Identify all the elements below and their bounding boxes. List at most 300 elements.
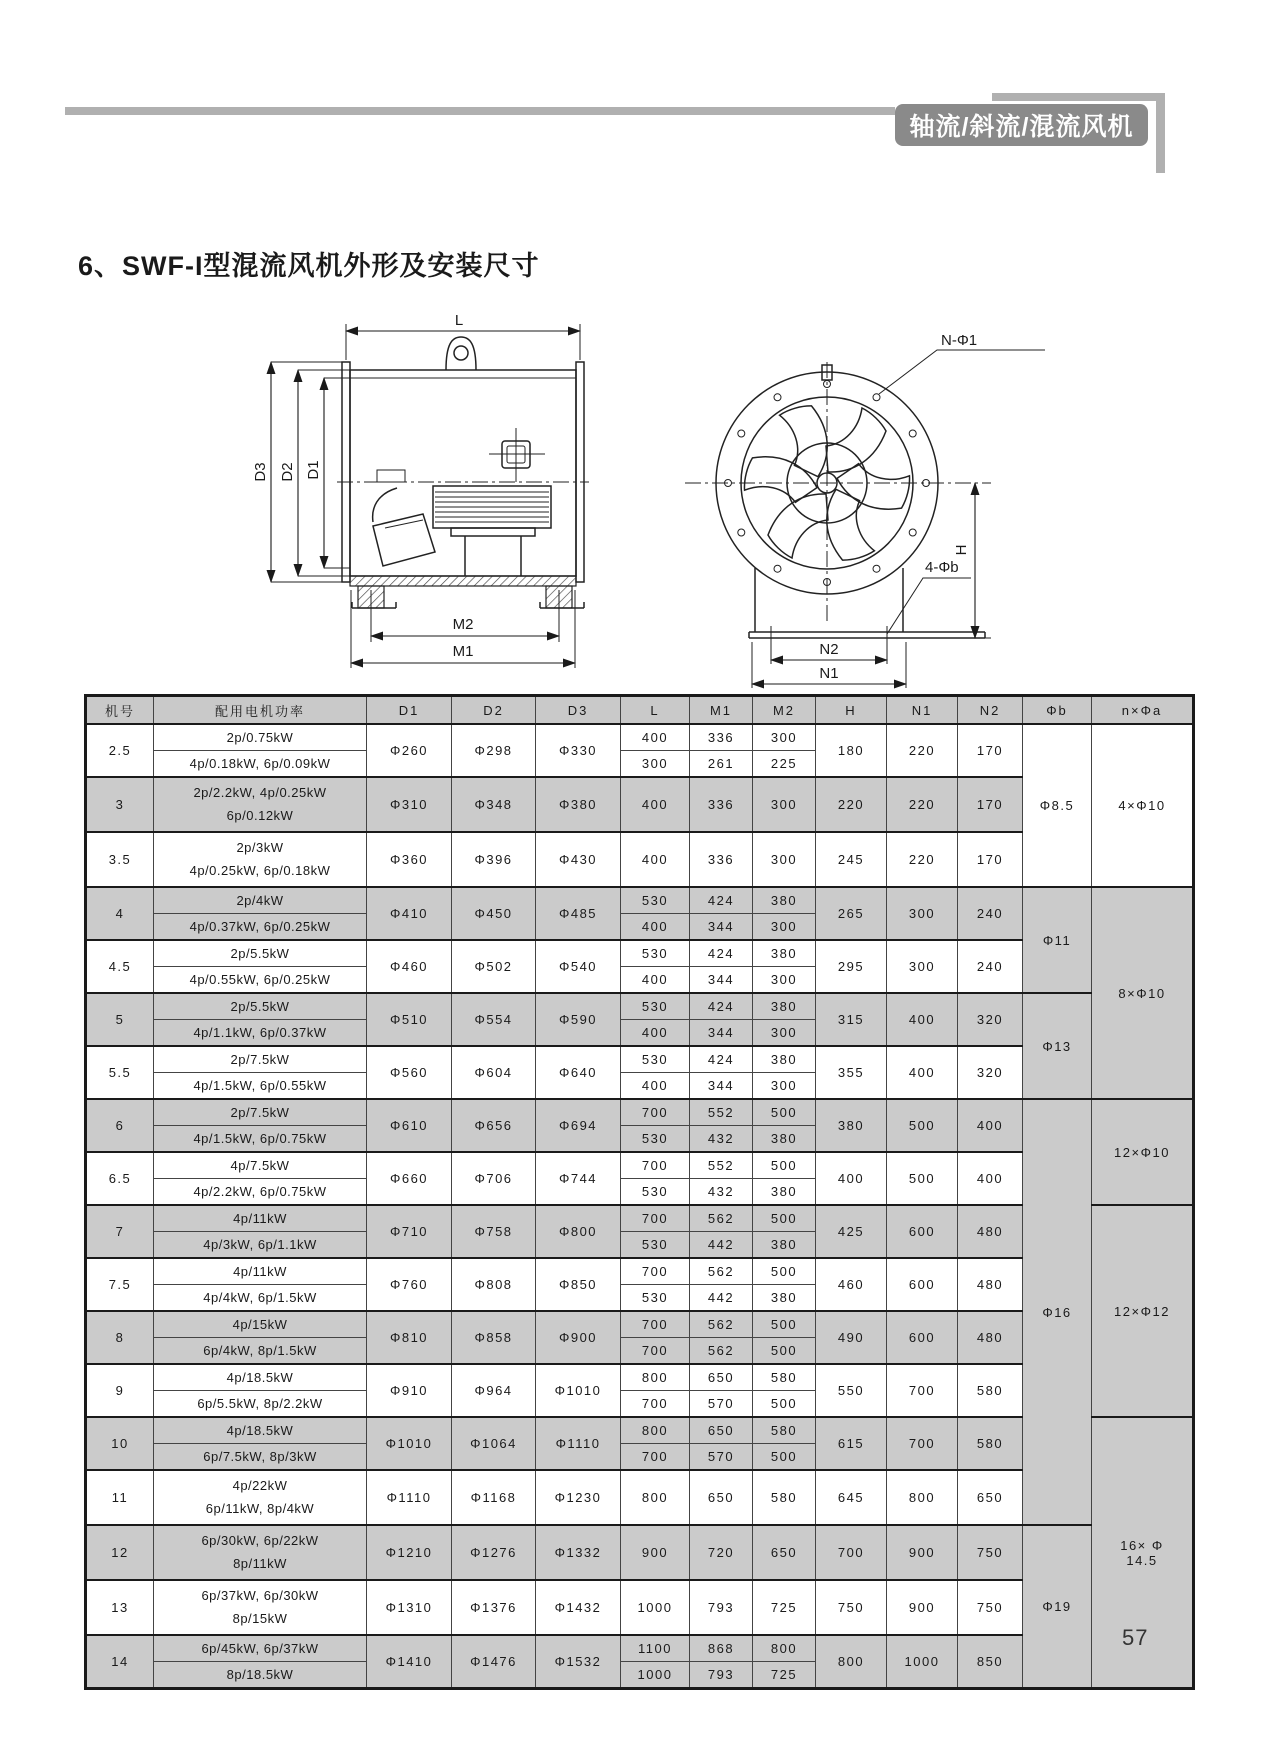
table-cell: 580 — [753, 1364, 816, 1391]
table-cell: 300 — [887, 940, 958, 993]
table-cell: 500 — [753, 1099, 816, 1126]
table-cell: Φ800 — [536, 1205, 621, 1258]
table-cell: 725 — [753, 1580, 816, 1635]
table-cell: 4p/2.2kW, 6p/0.75kW — [154, 1179, 367, 1206]
table-cell: 380 — [753, 1126, 816, 1153]
table-cell: 432 — [690, 1179, 753, 1206]
table-cell: 900 — [887, 1580, 958, 1635]
table-cell: 4p/0.18kW, 6p/0.09kW — [154, 751, 367, 778]
table-cell: 2p/4kW — [154, 887, 367, 914]
table-cell: Φ850 — [536, 1258, 621, 1311]
table-cell: 500 — [887, 1152, 958, 1205]
table-cell: 6 — [86, 1099, 154, 1152]
table-cell: 700 — [621, 1099, 690, 1126]
table-cell: 900 — [887, 1525, 958, 1580]
table-cell: 725 — [753, 1662, 816, 1689]
table-cell: 4p/1.5kW, 6p/0.55kW — [154, 1073, 367, 1100]
table-cell: Φ590 — [536, 993, 621, 1046]
spec-table — [84, 694, 1195, 1690]
table-cell: 500 — [753, 1391, 816, 1418]
table-cell: 16× Φ 14.5 — [1092, 1417, 1194, 1689]
column-header: L — [621, 696, 690, 725]
table-cell: 793 — [690, 1662, 753, 1689]
table-cell: Φ808 — [452, 1258, 536, 1311]
table-cell: 530 — [621, 993, 690, 1020]
table-cell: Φ1310 — [367, 1580, 452, 1635]
table-cell: Φ360 — [367, 832, 452, 887]
section-title: 6、SWF-I型混流风机外形及安装尺寸 — [78, 251, 540, 281]
table-cell: 12×Φ12 — [1092, 1205, 1194, 1417]
table-cell: 400 — [621, 1073, 690, 1100]
table-cell: 170 — [958, 832, 1023, 887]
table-cell: Φ450 — [452, 887, 536, 940]
table-cell: 2p/5.5kW — [154, 993, 367, 1020]
table-cell: Φ604 — [452, 1046, 536, 1099]
table-cell: 300 — [753, 1020, 816, 1047]
table-row — [86, 724, 1194, 751]
table-cell: Φ1476 — [452, 1635, 536, 1689]
table-cell: 562 — [690, 1311, 753, 1338]
table-cell: 7 — [86, 1205, 154, 1258]
table-cell: 6p/45kW, 6p/37kW — [154, 1635, 367, 1662]
table-cell: 700 — [887, 1417, 958, 1470]
table-cell: 570 — [690, 1391, 753, 1418]
table-cell: 4p/22kW 6p/11kW, 8p/4kW — [154, 1470, 367, 1525]
table-cell: 380 — [753, 1285, 816, 1312]
table-cell: 600 — [887, 1258, 958, 1311]
table-cell: 700 — [621, 1391, 690, 1418]
table-cell: 315 — [816, 993, 887, 1046]
table-cell: Φ640 — [536, 1046, 621, 1099]
front-view-drawing — [675, 320, 1065, 690]
table-cell: 562 — [690, 1258, 753, 1285]
table-cell: 344 — [690, 967, 753, 994]
table-cell: 600 — [887, 1311, 958, 1364]
table-cell: 424 — [690, 993, 753, 1020]
table-cell: 240 — [958, 940, 1023, 993]
table-cell: 720 — [690, 1525, 753, 1580]
table-cell: 14 — [86, 1635, 154, 1689]
table-cell: 2p/0.75kW — [154, 724, 367, 751]
table-cell: 650 — [958, 1470, 1023, 1525]
table-cell: 300 — [753, 724, 816, 751]
table-cell: 700 — [621, 1444, 690, 1471]
table-cell: Φ330 — [536, 724, 621, 777]
table-row — [86, 887, 1194, 914]
table-cell: 530 — [621, 1285, 690, 1312]
table-cell: Φ430 — [536, 832, 621, 887]
table-cell: 8 — [86, 1311, 154, 1364]
table-cell: 424 — [690, 940, 753, 967]
table-cell: 425 — [816, 1205, 887, 1258]
table-cell: 245 — [816, 832, 887, 887]
table-cell: 180 — [816, 724, 887, 777]
table-cell: 650 — [690, 1364, 753, 1391]
column-header: 配用电机功率 — [154, 696, 367, 725]
table-row — [86, 1099, 1194, 1126]
table-cell: 800 — [887, 1470, 958, 1525]
table-cell: Φ900 — [536, 1311, 621, 1364]
table-cell: 400 — [887, 993, 958, 1046]
column-header: n×Φa — [1092, 696, 1194, 725]
table-cell: 6p/5.5kW, 8p/2.2kW — [154, 1391, 367, 1418]
table-cell: Φ16 — [1023, 1099, 1092, 1525]
table-cell: 552 — [690, 1099, 753, 1126]
table-cell: 1000 — [621, 1662, 690, 1689]
table-cell: 530 — [621, 887, 690, 914]
table-cell: 6.5 — [86, 1152, 154, 1205]
table-cell: 650 — [690, 1417, 753, 1444]
table-cell: 530 — [621, 1046, 690, 1073]
table-cell: 4p/11kW — [154, 1258, 367, 1285]
table-cell: 13 — [86, 1580, 154, 1635]
table-cell: 4p/4kW, 6p/1.5kW — [154, 1285, 367, 1312]
dim-label-4-phib: 4-Φb — [925, 559, 959, 576]
spec-table-body — [86, 724, 1194, 1689]
table-cell: 650 — [753, 1525, 816, 1580]
table-cell: 336 — [690, 777, 753, 832]
table-cell: 500 — [753, 1311, 816, 1338]
table-cell: 793 — [690, 1580, 753, 1635]
table-cell: Φ1376 — [452, 1580, 536, 1635]
table-cell: 6p/4kW, 8p/1.5kW — [154, 1338, 367, 1365]
table-cell: 645 — [816, 1470, 887, 1525]
table-cell: 900 — [621, 1525, 690, 1580]
table-cell: Φ710 — [367, 1205, 452, 1258]
table-cell: 700 — [621, 1152, 690, 1179]
table-cell: 424 — [690, 1046, 753, 1073]
table-cell: 336 — [690, 832, 753, 887]
table-cell: 6p/37kW, 6p/30kW 8p/15kW — [154, 1580, 367, 1635]
table-cell: 800 — [621, 1364, 690, 1391]
table-cell: Φ1276 — [452, 1525, 536, 1580]
table-cell: Φ610 — [367, 1099, 452, 1152]
table-cell: 480 — [958, 1258, 1023, 1311]
table-cell: Φ502 — [452, 940, 536, 993]
table-cell: 480 — [958, 1205, 1023, 1258]
table-cell: Φ310 — [367, 777, 452, 832]
table-cell: Φ758 — [452, 1205, 536, 1258]
table-cell: 500 — [887, 1099, 958, 1152]
table-cell: 12×Φ10 — [1092, 1099, 1194, 1205]
column-header: D1 — [367, 696, 452, 725]
table-cell: Φ858 — [452, 1311, 536, 1364]
table-cell: 3.5 — [86, 832, 154, 887]
table-cell: Φ510 — [367, 993, 452, 1046]
table-cell: 4p/18.5kW — [154, 1364, 367, 1391]
table-cell: Φ260 — [367, 724, 452, 777]
table-cell: 1000 — [621, 1580, 690, 1635]
table-cell: 550 — [816, 1364, 887, 1417]
table-cell: 380 — [753, 1046, 816, 1073]
table-cell: Φ8.5 — [1023, 724, 1092, 887]
table-cell: 460 — [816, 1258, 887, 1311]
table-cell: 800 — [753, 1635, 816, 1662]
table-cell: 2p/5.5kW — [154, 940, 367, 967]
table-cell: 400 — [816, 1152, 887, 1205]
table-cell: 5 — [86, 993, 154, 1046]
table-cell: Φ910 — [367, 1364, 452, 1417]
page-number: 57 — [1122, 1625, 1149, 1650]
table-cell: 400 — [621, 1020, 690, 1047]
table-cell: 4p/0.55kW, 6p/0.25kW — [154, 967, 367, 994]
table-cell: 300 — [753, 914, 816, 941]
table-cell: 1100 — [621, 1635, 690, 1662]
table-cell: Φ760 — [367, 1258, 452, 1311]
table-cell: 530 — [621, 1232, 690, 1259]
column-header: M2 — [753, 696, 816, 725]
table-cell: 261 — [690, 751, 753, 778]
table-cell: 220 — [887, 832, 958, 887]
dim-label-l: L — [454, 312, 464, 329]
table-cell: 4p/18.5kW — [154, 1417, 367, 1444]
table-cell: 12 — [86, 1525, 154, 1580]
table-cell: Φ13 — [1023, 993, 1092, 1099]
table-cell: 265 — [816, 887, 887, 940]
table-cell: 700 — [887, 1364, 958, 1417]
table-cell: 10 — [86, 1417, 154, 1470]
table-cell: 530 — [621, 1126, 690, 1153]
table-cell: 500 — [753, 1444, 816, 1471]
table-cell: Φ744 — [536, 1152, 621, 1205]
table-cell: 300 — [753, 777, 816, 832]
table-cell: 4p/3kW, 6p/1.1kW — [154, 1232, 367, 1259]
table-cell: Φ396 — [452, 832, 536, 887]
table-cell: 750 — [958, 1580, 1023, 1635]
table-cell: 336 — [690, 724, 753, 751]
column-header: H — [816, 696, 887, 725]
table-cell: Φ1532 — [536, 1635, 621, 1689]
table-cell: 2p/7.5kW — [154, 1046, 367, 1073]
table-cell: Φ1432 — [536, 1580, 621, 1635]
table-cell: Φ1230 — [536, 1470, 621, 1525]
header-corner-bar — [992, 93, 1164, 101]
table-cell: 580 — [753, 1470, 816, 1525]
table-cell: 700 — [816, 1525, 887, 1580]
table-cell: 170 — [958, 777, 1023, 832]
table-cell: Φ460 — [367, 940, 452, 993]
table-cell: 3 — [86, 777, 154, 832]
table-cell: 2.5 — [86, 724, 154, 777]
column-header: D2 — [452, 696, 536, 725]
table-cell: 355 — [816, 1046, 887, 1099]
table-cell: 700 — [621, 1258, 690, 1285]
column-header: M1 — [690, 696, 753, 725]
table-cell: Φ540 — [536, 940, 621, 993]
table-cell: Φ11 — [1023, 887, 1092, 993]
table-cell: Φ660 — [367, 1152, 452, 1205]
table-cell: 650 — [690, 1470, 753, 1525]
table-cell: 300 — [887, 887, 958, 940]
table-cell: 4p/15kW — [154, 1311, 367, 1338]
table-row — [86, 1525, 1194, 1580]
table-cell: 300 — [753, 967, 816, 994]
table-cell: 400 — [621, 832, 690, 887]
table-cell: 400 — [621, 914, 690, 941]
table-cell: 530 — [621, 940, 690, 967]
column-header: 机号 — [86, 696, 154, 725]
side-view-drawing — [225, 300, 605, 672]
table-cell: 4×Φ10 — [1092, 724, 1194, 887]
spec-table-head-row — [86, 696, 1194, 725]
table-cell: 750 — [958, 1525, 1023, 1580]
table-cell: 4.5 — [86, 940, 154, 993]
table-cell: 295 — [816, 940, 887, 993]
column-header: N2 — [958, 696, 1023, 725]
table-cell: Φ380 — [536, 777, 621, 832]
table-cell: 552 — [690, 1152, 753, 1179]
table-cell: 4p/1.5kW, 6p/0.75kW — [154, 1126, 367, 1153]
table-cell: 380 — [753, 1232, 816, 1259]
table-cell: Φ1332 — [536, 1525, 621, 1580]
table-cell: 220 — [816, 777, 887, 832]
category-badge: 轴流/斜流/混流风机 — [895, 104, 1148, 146]
table-cell: 220 — [887, 724, 958, 777]
table-cell: 580 — [753, 1417, 816, 1444]
table-cell: 570 — [690, 1444, 753, 1471]
table-cell: 9 — [86, 1364, 154, 1417]
table-cell: Φ694 — [536, 1099, 621, 1152]
table-cell: Φ1010 — [367, 1417, 452, 1470]
table-cell: 2p/7.5kW — [154, 1099, 367, 1126]
table-cell: 240 — [958, 887, 1023, 940]
table-cell: 500 — [753, 1205, 816, 1232]
dim-label-d1: D1 — [305, 460, 322, 480]
table-cell: 220 — [887, 777, 958, 832]
table-cell: Φ560 — [367, 1046, 452, 1099]
dim-label-h: H — [953, 544, 970, 556]
table-cell: 868 — [690, 1635, 753, 1662]
dim-label-m1: M1 — [452, 643, 474, 660]
table-cell: Φ1110 — [367, 1470, 452, 1525]
table-cell: Φ298 — [452, 724, 536, 777]
table-cell: 400 — [621, 777, 690, 832]
table-cell: 580 — [958, 1364, 1023, 1417]
table-cell: 380 — [753, 940, 816, 967]
table-cell: 320 — [958, 1046, 1023, 1099]
table-cell: 4p/1.1kW, 6p/0.37kW — [154, 1020, 367, 1047]
table-cell: 700 — [621, 1311, 690, 1338]
table-cell: 5.5 — [86, 1046, 154, 1099]
dim-label-d2: D2 — [279, 462, 296, 482]
table-cell: 4p/7.5kW — [154, 1152, 367, 1179]
table-cell: 700 — [621, 1338, 690, 1365]
table-cell: 4p/0.37kW, 6p/0.25kW — [154, 914, 367, 941]
table-cell: Φ1168 — [452, 1470, 536, 1525]
table-cell: 225 — [753, 751, 816, 778]
table-cell: Φ410 — [367, 887, 452, 940]
table-cell: 2p/3kW 4p/0.25kW, 6p/0.18kW — [154, 832, 367, 887]
table-cell: 1000 — [887, 1635, 958, 1689]
table-cell: 800 — [621, 1417, 690, 1444]
table-cell: 380 — [753, 887, 816, 914]
table-cell: Φ19 — [1023, 1525, 1092, 1689]
table-row — [86, 993, 1194, 1020]
dim-label-m2: M2 — [452, 616, 474, 633]
table-cell: 300 — [621, 751, 690, 778]
table-cell: Φ810 — [367, 1311, 452, 1364]
table-cell: 750 — [816, 1580, 887, 1635]
table-cell: 170 — [958, 724, 1023, 777]
column-header: Φb — [1023, 696, 1092, 725]
table-cell: 800 — [621, 1470, 690, 1525]
table-cell: 615 — [816, 1417, 887, 1470]
table-cell: Φ964 — [452, 1364, 536, 1417]
table-cell: 500 — [753, 1338, 816, 1365]
table-cell: 7.5 — [86, 1258, 154, 1311]
table-cell: 530 — [621, 1179, 690, 1206]
column-header: D3 — [536, 696, 621, 725]
dim-label-n1: N1 — [819, 665, 839, 682]
table-cell: Φ1064 — [452, 1417, 536, 1470]
table-cell: 424 — [690, 887, 753, 914]
table-cell: Φ1010 — [536, 1364, 621, 1417]
table-cell: 2p/2.2kW, 4p/0.25kW 6p/0.12kW — [154, 777, 367, 832]
table-cell: 500 — [753, 1152, 816, 1179]
table-cell: Φ348 — [452, 777, 536, 832]
table-cell: 300 — [753, 1073, 816, 1100]
table-cell: 4 — [86, 887, 154, 940]
table-cell: 380 — [816, 1099, 887, 1152]
table-cell: 442 — [690, 1232, 753, 1259]
table-cell: 6p/7.5kW, 8p/3kW — [154, 1444, 367, 1471]
table-cell: Φ485 — [536, 887, 621, 940]
table-cell: 400 — [621, 724, 690, 751]
table-cell: 380 — [753, 993, 816, 1020]
table-cell: 400 — [621, 967, 690, 994]
table-cell: 500 — [753, 1258, 816, 1285]
table-cell: 11 — [86, 1470, 154, 1525]
header-corner-bar-vertical — [1156, 93, 1165, 173]
table-cell: 4p/11kW — [154, 1205, 367, 1232]
table-cell: 432 — [690, 1126, 753, 1153]
table-cell: 800 — [816, 1635, 887, 1689]
table-cell: Φ706 — [452, 1152, 536, 1205]
header-rule — [65, 107, 895, 115]
table-cell: 344 — [690, 1020, 753, 1047]
column-header: N1 — [887, 696, 958, 725]
dim-label-n2: N2 — [819, 641, 839, 658]
table-cell: 344 — [690, 914, 753, 941]
table-cell: 320 — [958, 993, 1023, 1046]
table-cell: 8p/18.5kW — [154, 1662, 367, 1689]
table-cell: 700 — [621, 1205, 690, 1232]
table-cell: Φ656 — [452, 1099, 536, 1152]
dim-label-n-phi1: N-Φ1 — [941, 332, 978, 349]
table-cell: 6p/30kW, 6p/22kW 8p/11kW — [154, 1525, 367, 1580]
table-cell: 400 — [958, 1152, 1023, 1205]
table-cell: 480 — [958, 1311, 1023, 1364]
table-cell: 400 — [958, 1099, 1023, 1152]
table-cell: 344 — [690, 1073, 753, 1100]
table-cell: 580 — [958, 1417, 1023, 1470]
dim-label-d3: D3 — [252, 462, 269, 482]
table-cell: 300 — [753, 832, 816, 887]
table-cell: 562 — [690, 1338, 753, 1365]
table-cell: Φ554 — [452, 993, 536, 1046]
table-cell: 600 — [887, 1205, 958, 1258]
table-cell: 442 — [690, 1285, 753, 1312]
table-cell: Φ1210 — [367, 1525, 452, 1580]
table-cell: 400 — [887, 1046, 958, 1099]
table-cell: 562 — [690, 1205, 753, 1232]
table-cell: Φ1110 — [536, 1417, 621, 1470]
table-cell: Φ1410 — [367, 1635, 452, 1689]
table-cell: 850 — [958, 1635, 1023, 1689]
table-cell: 8×Φ10 — [1092, 887, 1194, 1099]
table-cell: 490 — [816, 1311, 887, 1364]
table-cell: 380 — [753, 1179, 816, 1206]
